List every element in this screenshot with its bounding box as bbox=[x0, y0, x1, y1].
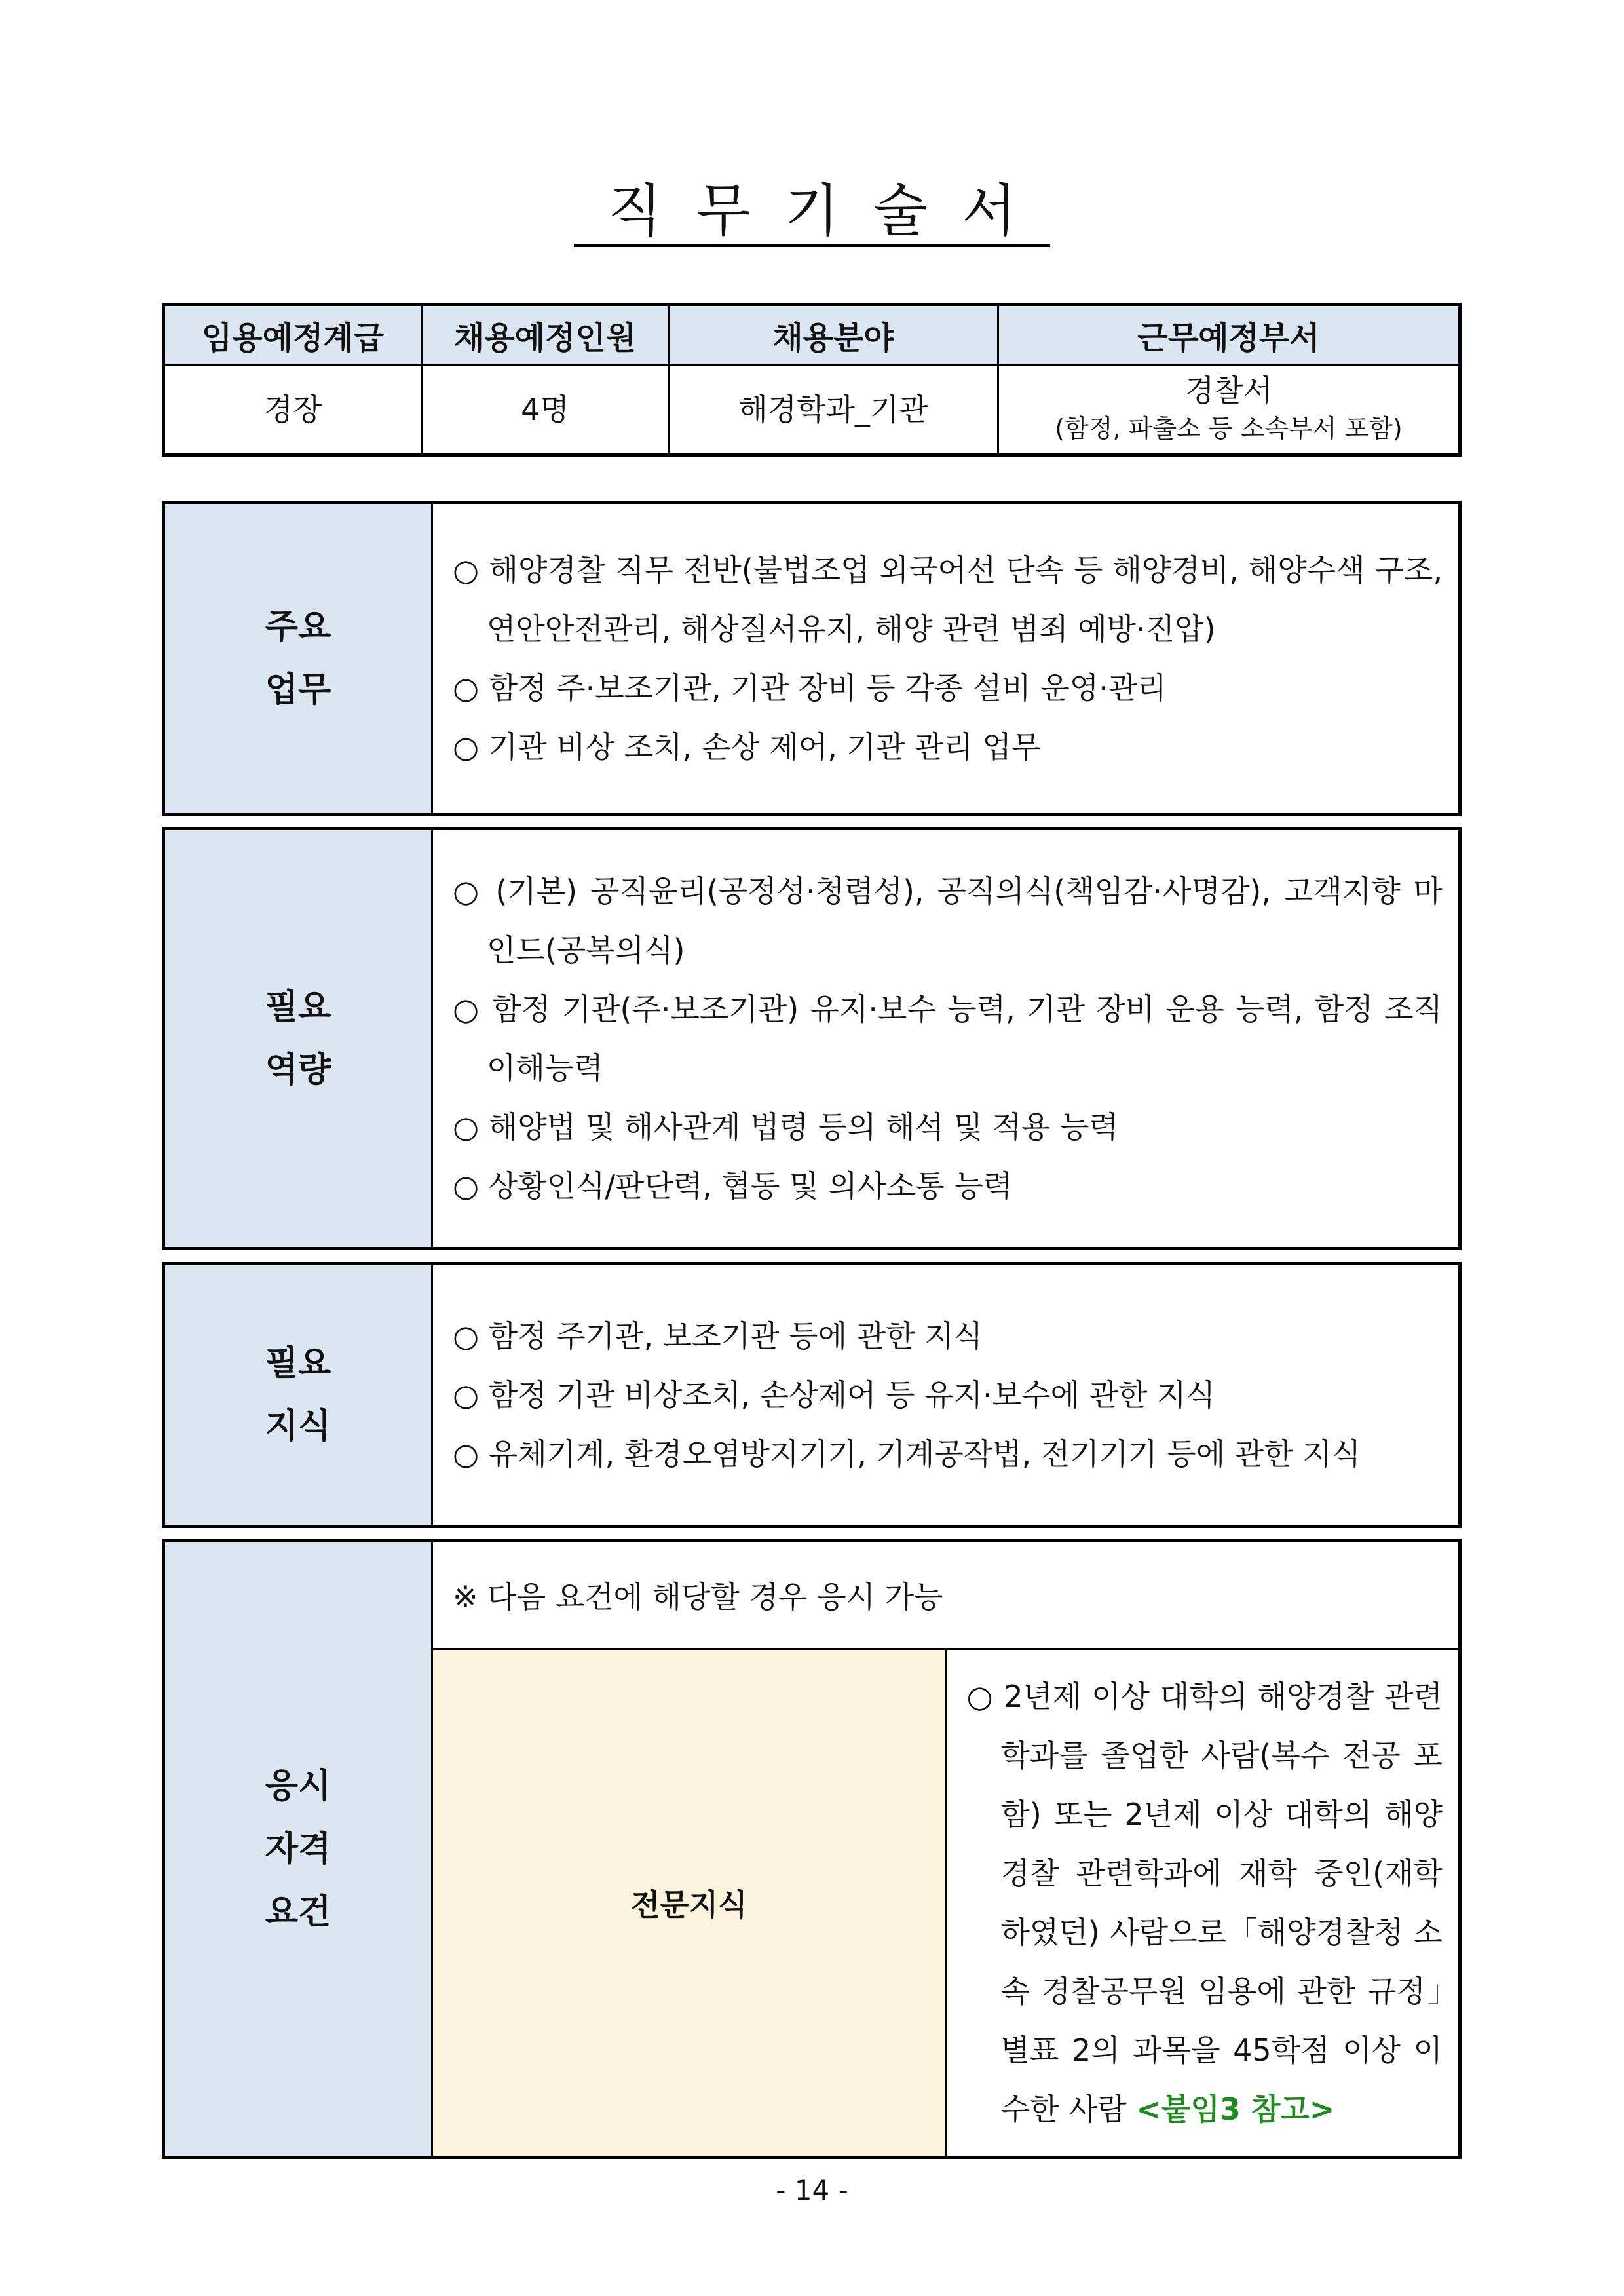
field-value: 해경학과_기관 bbox=[669, 365, 998, 455]
dept-value: 경찰서 bbox=[1184, 373, 1273, 408]
rank-value: 경장 bbox=[164, 365, 422, 455]
label-line: 업무 bbox=[265, 670, 331, 710]
list-item: ○ (기본) 공직윤리(공정성·청렴성), 공직의식(책임감·사명감), 고객지향 마인드(공복의식) bbox=[453, 873, 1443, 968]
qualification-body: ○ 2년제 이상 대학의 해양경찰 관련학과를 졸업한 사람(복수 전공 포함) 또는 2년제 이상 대학의 해양경찰 관련학과에 재학 중인(재학하였던) 사람으로「해양경찰청 소속 경찰공무원 임용에 관한 규정」별표 2의 과목을 45학점 이상 이수한 사람 bbox=[966, 1679, 1443, 2127]
header-dept: 근무예정부서 bbox=[998, 305, 1460, 365]
section-label bbox=[164, 829, 432, 1249]
document-title: 직무기술서 bbox=[0, 172, 1624, 250]
qualification-item bbox=[967, 1667, 1443, 2139]
section-main-duties bbox=[162, 501, 1462, 816]
section-label bbox=[164, 1264, 432, 1527]
header-rank: 임용예정계급 bbox=[164, 305, 422, 365]
list-item: ○ 기관 비상 조치, 손상 제어, 기관 관리 업무 bbox=[453, 729, 1041, 765]
list-item: ○ 유체기계, 환경오염방지기기, 기계공작법, 전기기기 등에 관한 지식 bbox=[453, 1436, 1361, 1472]
label-line: 역량 bbox=[265, 1050, 331, 1090]
list-item: ○ 해양경찰 직무 전반(불법조업 외국어선 단속 등 해양경비, 해양수색 구조, 연안안전관리, 해상질서유지, 해양 관련 범죄 예방·진압) bbox=[453, 552, 1443, 647]
dept-cell bbox=[998, 365, 1460, 455]
dept-note: (함정, 파출소 등 소속부서 포함) bbox=[1055, 414, 1403, 443]
label-line: 요건 bbox=[265, 1892, 331, 1932]
section-required-competency bbox=[162, 827, 1462, 1250]
list-item: ○ 함정 기관(주·보조기관) 유지·보수 능력, 기관 장비 운용 능력, 함정 조직 이해능력 bbox=[453, 991, 1443, 1086]
info-table bbox=[162, 303, 1462, 457]
header-count: 채용예정인원 bbox=[422, 305, 669, 365]
header-field: 채용분야 bbox=[669, 305, 998, 365]
label-line: 응시 bbox=[265, 1766, 331, 1806]
label-line: 지식 bbox=[265, 1407, 331, 1446]
section-qualification bbox=[162, 1539, 1462, 2159]
label-line: 주요 bbox=[265, 607, 331, 647]
section-label bbox=[164, 1540, 432, 2158]
qualification-note: ※ 다음 요건에 해당할 경우 응시 가능 bbox=[432, 1540, 1460, 1649]
count-value: 4명 bbox=[422, 365, 669, 455]
section-required-knowledge bbox=[162, 1262, 1462, 1528]
section-content bbox=[432, 829, 1460, 1249]
sub-label: 전문지식 bbox=[432, 1649, 947, 2158]
section-content bbox=[432, 503, 1460, 815]
list-item: ○ 함정 주기관, 보조기관 등에 관한 지식 bbox=[453, 1318, 983, 1354]
label-line: 필요 bbox=[265, 1344, 331, 1383]
list-item: ○ 함정 주·보조기관, 기관 장비 등 각종 설비 운영·관리 bbox=[453, 670, 1167, 706]
attachment-reference: <붙임3 참고> bbox=[1136, 2092, 1335, 2127]
list-item: ○ 해양법 및 해사관계 법령 등의 해석 및 적용 능력 bbox=[453, 1109, 1119, 1145]
label-line: 자격 bbox=[265, 1829, 331, 1869]
section-content bbox=[432, 1264, 1460, 1527]
label-line: 필요 bbox=[265, 987, 331, 1027]
section-label bbox=[164, 503, 432, 815]
qualification-text bbox=[946, 1649, 1460, 2158]
list-item: ○ 함정 기관 비상조치, 손상제어 등 유지·보수에 관한 지식 bbox=[453, 1377, 1215, 1413]
list-item: ○ 상황인식/판단력, 협동 및 의사소통 능력 bbox=[453, 1168, 1013, 1204]
page-number: - 14 - bbox=[776, 2174, 848, 2206]
